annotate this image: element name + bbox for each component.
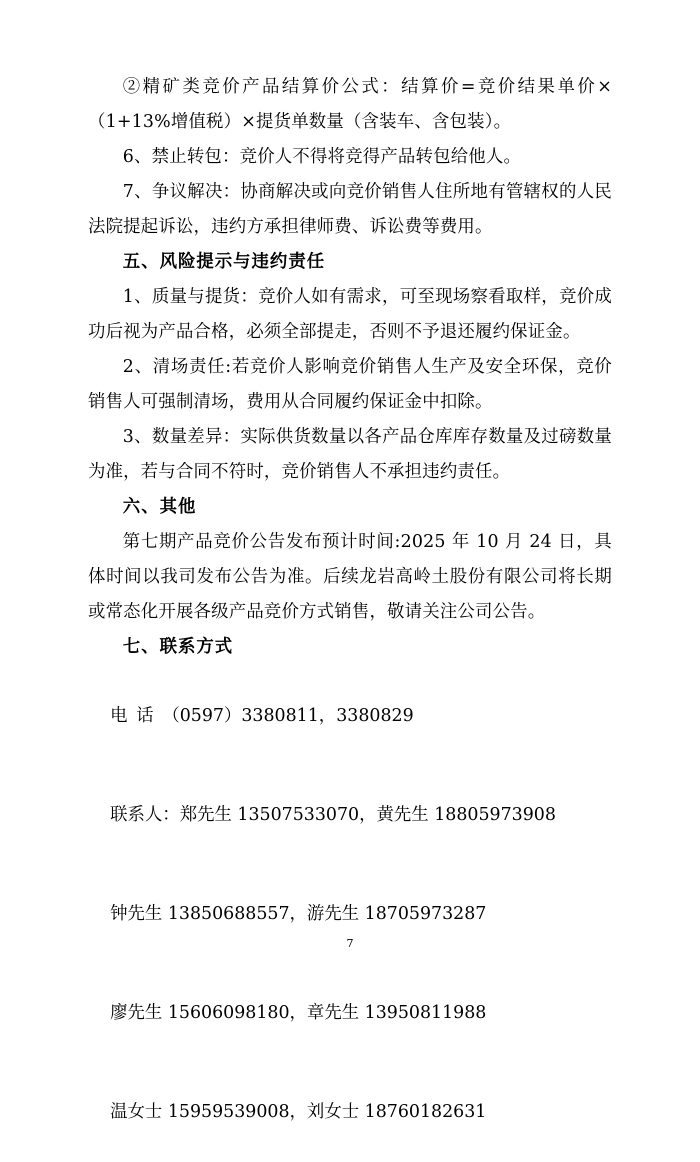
paragraph-clause-7: 7、争议解决：协商解决或向竞价销售人住所地有管辖权的人民法院提起诉讼，违约方承担律师费、诉讼费等费用。 <box>88 182 612 237</box>
heading-section-seven: 七、联系方式 <box>122 637 234 657</box>
contact-phone-label: 电话 <box>110 706 163 726</box>
paragraph-section6-body: 第七期产品竞价公告发布预计时间:2025 年 10 月 24 日，具体时间以我司发布公告为准。后续龙岩高岭土股份有限公司将长期或常态化开展各级产品竞价方式销售，敬请关注公司公告。 <box>88 532 612 622</box>
contact-phone-value: （0597）3380811，3380829 <box>162 706 414 726</box>
contact-person-line-3 <box>88 964 612 1063</box>
contact-phone-line <box>88 667 612 766</box>
paragraph-section5-item3: 3、数量差异：实际供货数量以各产品仓库库存数量及过磅数量为准，若与合同不符时，竞价销售人不承担违约责任。 <box>88 427 612 482</box>
contact-person-value-3: 廖先生 15606098180，章先生 13950811988 <box>110 1003 487 1023</box>
paragraph-section5-item1: 1、质量与提货：竞价人如有需求，可至现场察看取样，竞价成功后视为产品合格，必须全部提走，否则不予退还履约保证金。 <box>88 287 612 342</box>
contact-person-label: 联系人： <box>110 805 180 825</box>
contact-person-line-4 <box>88 1063 612 1162</box>
paragraph-formula: ②精矿类竞价产品结算价公式：结算价=竞价结果单价×（1+13%增值税）×提货单数量（含装车、含包装）。 <box>88 77 612 132</box>
page-number: 7 <box>346 937 354 950</box>
contact-person-value-4: 温女士 15959539008，刘女士 18760182631 <box>110 1102 487 1122</box>
heading-section-six: 六、其他 <box>122 497 197 517</box>
contact-person-value-1: 郑先生 13507533070，黄先生 18805973908 <box>179 805 556 825</box>
contact-person-value-2: 钟先生 13850688557，游先生 18705973287 <box>110 904 487 924</box>
paragraph-section5-item2: 2、清场责任:若竞价人影响竞价销售人生产及安全环保，竞价销售人可强制清场，费用从合同履约保证金中扣除。 <box>88 357 612 412</box>
paragraph-clause-6: 6、禁止转包：竞价人不得将竞得产品转包给他人。 <box>122 147 522 167</box>
contact-person-line-1 <box>88 766 612 865</box>
heading-section-five: 五、风险提示与违约责任 <box>122 252 326 272</box>
